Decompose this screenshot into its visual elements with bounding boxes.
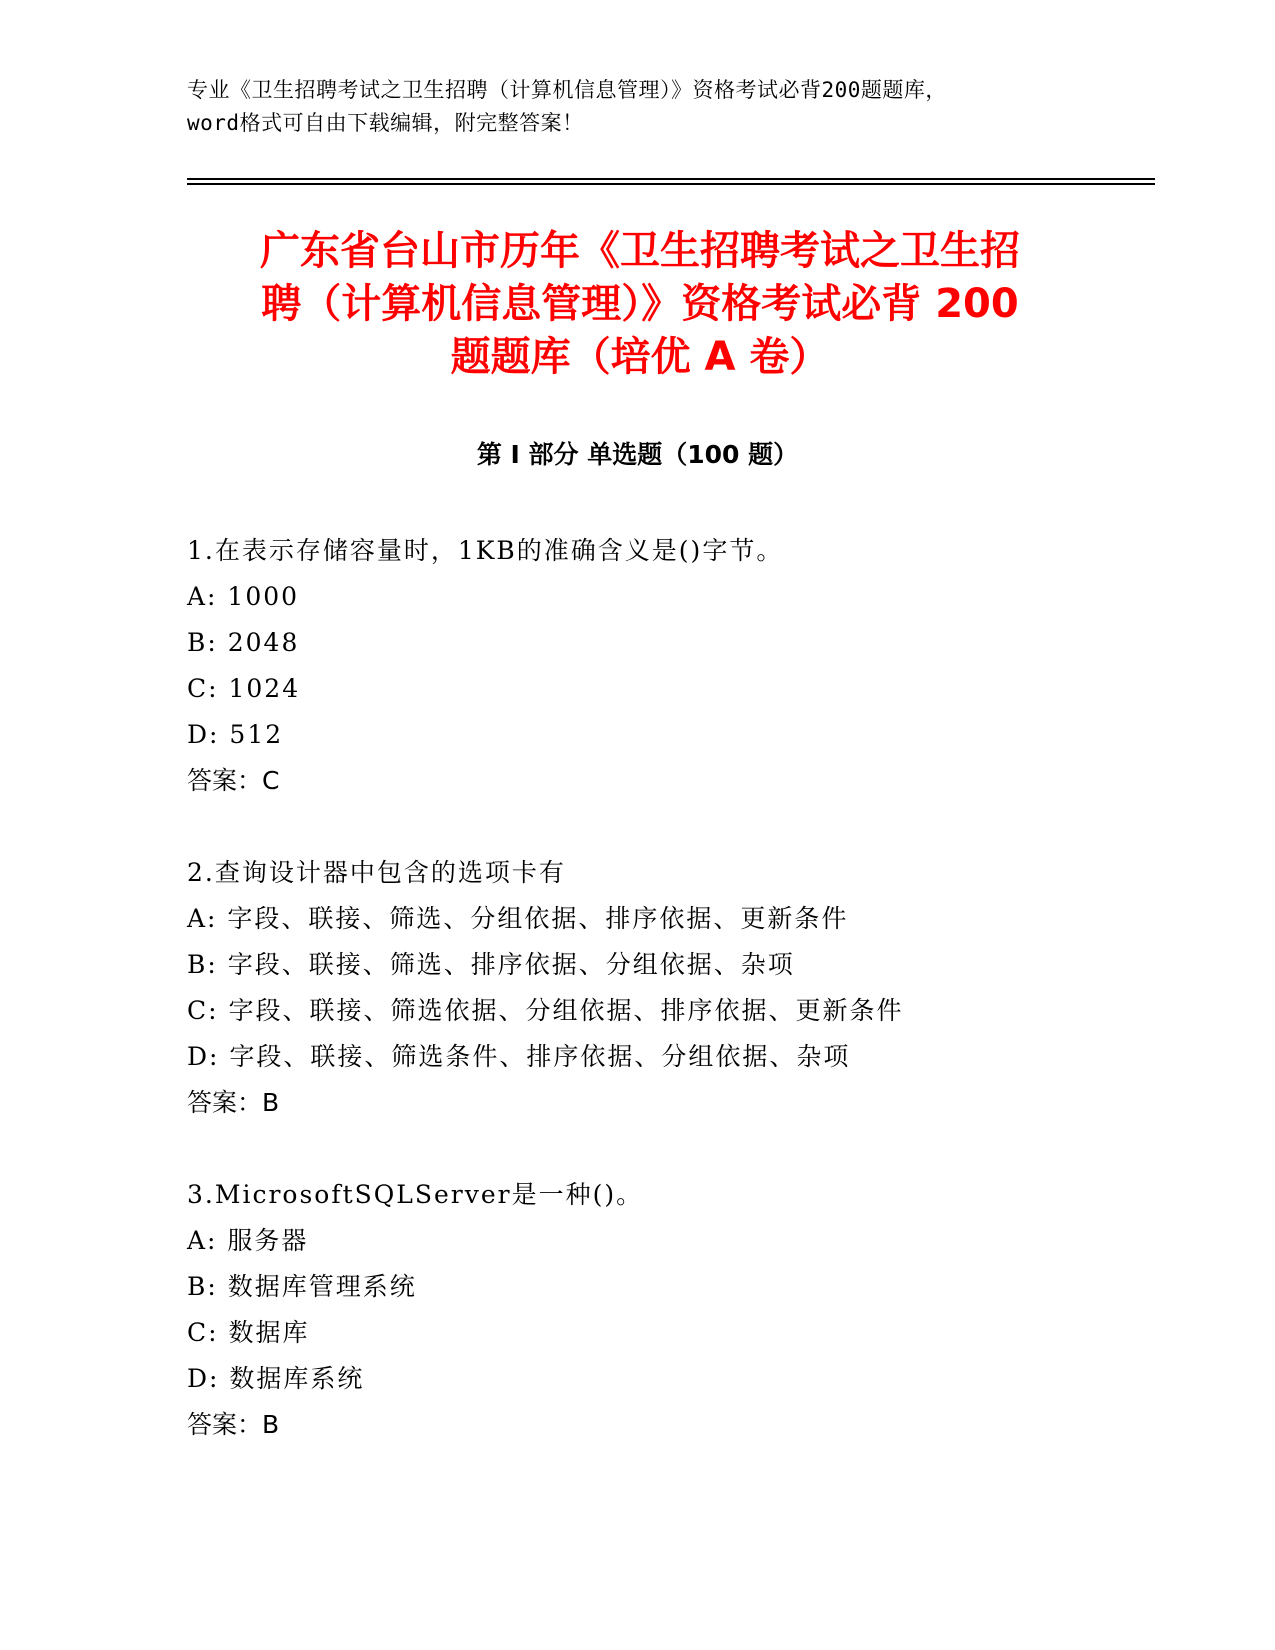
page-title-line-3: 题题库（培优 A 卷）	[450, 334, 830, 380]
header-note-line-2: word格式可自由下载编辑，附完整答案！	[187, 111, 584, 135]
option-d: D: 512	[187, 720, 284, 749]
question-1	[187, 528, 1147, 804]
page-title-line-2: 聘（计算机信息管理）》资格考试必背 200	[261, 281, 1019, 327]
header-note	[187, 74, 1087, 140]
page-title-line-1: 广东省台山市历年《卫生招聘考试之卫生招	[260, 228, 1020, 274]
option-b: B: 2048	[187, 628, 300, 657]
option-d: D: 字段、联接、筛选条件、排序依据、分组依据、杂项	[187, 1042, 851, 1071]
option-c: C: 数据库	[187, 1318, 310, 1347]
question-stem: 2.查询设计器中包含的选项卡有	[187, 858, 566, 887]
header-divider-bottom	[187, 183, 1155, 185]
header-divider-top	[187, 178, 1155, 180]
answer: 答案：B	[187, 1410, 280, 1439]
header-note-line-1: 专业《卫生招聘考试之卫生招聘（计算机信息管理）》资格考试必背200题题库，	[187, 78, 947, 102]
question-2	[187, 850, 1147, 1126]
option-a: A: 服务器	[187, 1226, 309, 1255]
option-a: A: 1000	[187, 582, 300, 611]
question-stem: 1.在表示存储容量时，1KB的准确含义是()字节。	[187, 536, 784, 565]
question-3	[187, 1172, 1147, 1448]
answer: 答案：B	[187, 1088, 280, 1117]
option-d: D: 数据库系统	[187, 1364, 365, 1393]
option-b: B: 字段、联接、筛选、排序依据、分组依据、杂项	[187, 950, 795, 979]
question-list	[187, 528, 1147, 1494]
section-title: 第 I 部分 单选题（100 题）	[476, 440, 799, 469]
option-c: C: 字段、联接、筛选依据、分组依据、排序依据、更新条件	[187, 996, 904, 1025]
option-a: A: 字段、联接、筛选、分组依据、排序依据、更新条件	[187, 904, 849, 933]
option-c: C: 1024	[187, 674, 301, 703]
page-title	[190, 225, 1090, 384]
option-b: B: 数据库管理系统	[187, 1272, 417, 1301]
answer: 答案：C	[187, 766, 280, 795]
question-stem: 3.MicrosoftSQLServer是一种()。	[187, 1180, 644, 1209]
